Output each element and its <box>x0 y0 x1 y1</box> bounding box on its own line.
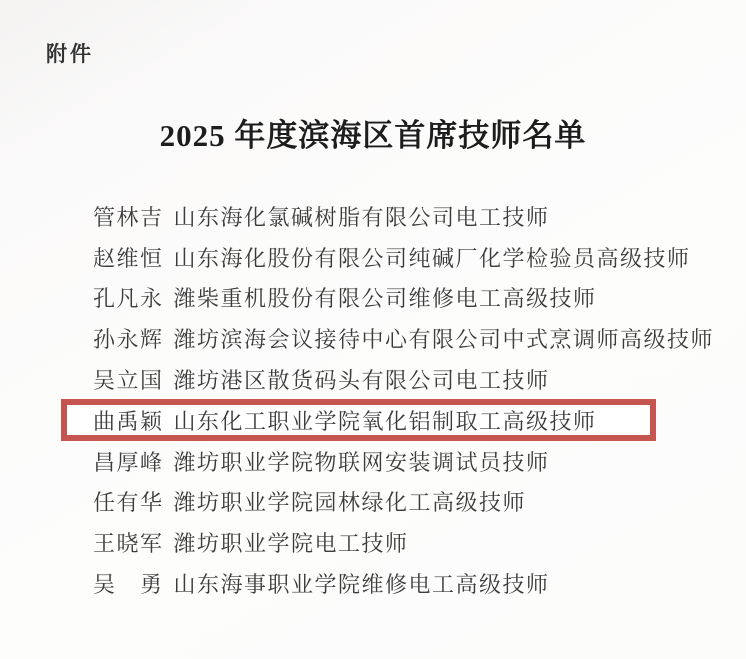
list-item <box>93 522 723 563</box>
person-title: 山东海化氯碱树脂有限公司电工技师 <box>173 204 550 230</box>
list-item <box>93 237 723 278</box>
person-title: 潍坊职业学院电工技师 <box>173 531 409 557</box>
person-title: 潍坊职业学院物联网安装调试员技师 <box>173 449 550 475</box>
person-title: 潍坊滨海会议接待中心有限公司中式烹调师高级技师 <box>173 327 715 353</box>
person-name: 孙永辉 <box>93 327 164 353</box>
person-name: 曲禹颖 <box>93 408 164 434</box>
person-title: 山东海事职业学院维修电工高级技师 <box>173 572 550 598</box>
person-name: 吴立国 <box>93 368 164 394</box>
list-item <box>93 278 723 319</box>
page-title: 2025 年度滨海区首席技师名单 <box>159 118 587 153</box>
list-item <box>93 359 723 400</box>
person-name: 吴 勇 <box>93 572 164 598</box>
person-title: 山东海化股份有限公司纯碱厂化学检验员高级技师 <box>173 245 691 271</box>
attachment-label: 附件 <box>46 43 94 66</box>
list-item <box>93 318 723 359</box>
person-title: 潍柴重机股份有限公司维修电工高级技师 <box>173 286 597 312</box>
person-title: 潍坊港区散货码头有限公司电工技师 <box>173 368 550 394</box>
person-name: 管林吉 <box>93 204 164 230</box>
person-name: 孔凡永 <box>93 286 164 312</box>
list-item <box>93 441 723 482</box>
technician-list <box>93 196 723 604</box>
list-item <box>93 563 723 604</box>
list-item <box>93 482 723 523</box>
person-title: 山东化工职业学院氧化铝制取工高级技师 <box>173 408 597 434</box>
list-item <box>93 400 723 441</box>
person-name: 王晓军 <box>93 531 164 557</box>
person-name: 赵维恒 <box>93 245 164 271</box>
list-item <box>93 196 723 237</box>
person-name: 昌厚峰 <box>93 449 164 475</box>
person-title: 潍坊职业学院园林绿化工高级技师 <box>173 490 527 516</box>
person-name: 任有华 <box>93 490 164 516</box>
